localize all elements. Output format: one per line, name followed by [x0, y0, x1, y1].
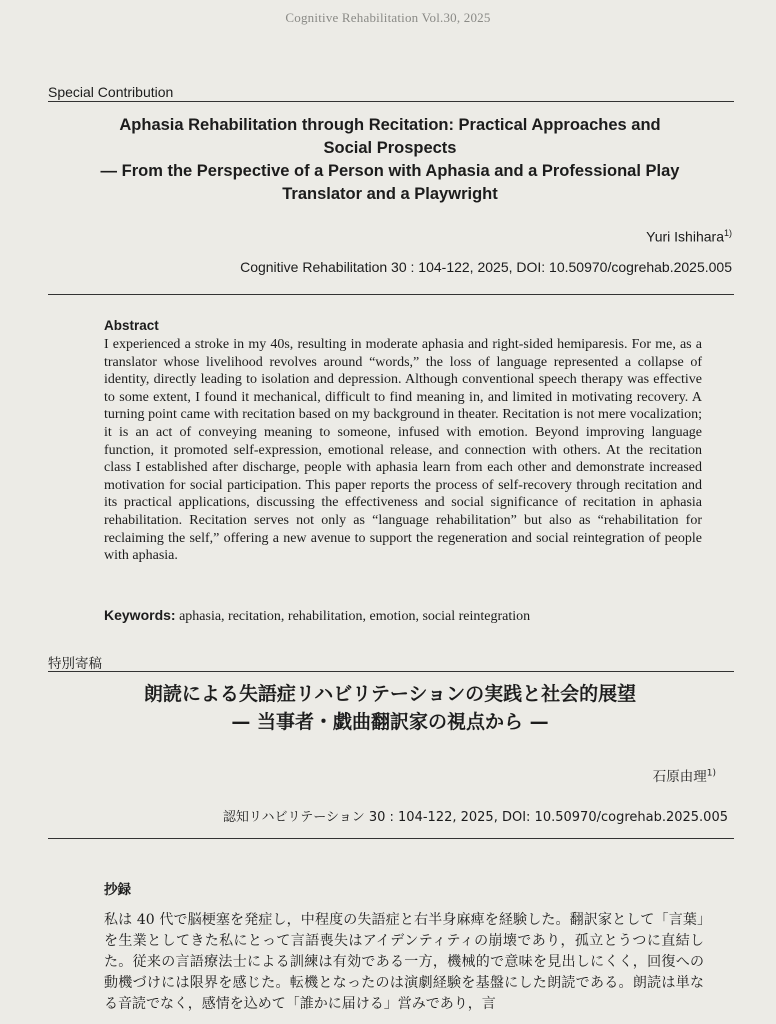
jp-article-title: [60, 680, 720, 736]
author-name-text: Yuri Ishihara: [646, 228, 724, 245]
header-divider: [48, 294, 734, 295]
abstract-heading: Abstract: [104, 318, 159, 333]
author-name: [646, 228, 732, 245]
keywords: [104, 607, 530, 625]
subtitle-line: — From the Perspective of a Person with Aphasia and a Professional Play: [100, 162, 680, 180]
title-line: Aphasia Rehabilitation through Recitation: Practical Approaches and: [119, 116, 661, 134]
subtitle-line: Translator and a Playwright: [282, 185, 498, 203]
jp-author-name: [653, 765, 716, 785]
jp-title-line: 朗読による失語症リハビリテーションの実践と社会的展望: [143, 683, 637, 705]
citation-line: Cognitive Rehabilitation 30 : 104-122, 2025, DOI: 10.50970/cogrehab.2025.005: [240, 259, 732, 275]
jp-abstract-text: 私は 40 代で脳梗塞を発症し，中程度の失語症と右半身麻痺を経験した。翻訳家として「言葉」を生業としてきた私にとって言語喪失はアイデンティティの崩壊であり，孤立とうつに直結した。従来の言語療法士による訓練は有効である一方，機械的で意味を見出しにくく，回復への動機づけには限界を感じた。転機となったのは演劇経験を基盤にした朗読である。朗読は単なる音読でなく，感情を込めて「誰かに届ける」営みであり，言: [104, 912, 704, 1012]
section-label: Special Contribution: [48, 84, 174, 100]
keywords-label: Keywords:: [104, 607, 176, 623]
jp-subtitle-line: — 当事者・戯曲翻訳家の視点から —: [231, 711, 549, 733]
title-line: Social Prospects: [323, 139, 457, 157]
jp-section-divider: [48, 671, 734, 672]
section-divider: [48, 101, 734, 102]
running-head: Cognitive Rehabilitation Vol.30, 2025: [285, 10, 491, 25]
article-title: [70, 114, 710, 206]
abstract-text: I experienced a stroke in my 40s, resulting in moderate aphasia and right-sided hemiparesis. For me, as a translator whose livelihood revolves around “words,” the loss of language represented a collapse of identity, directly leading to isolation and depression. Although conventional speech therapy was effective to some extent, I found it mechanical, difficult to find meaning in, and limited in motivating recovery. A turning point came with recitation based on my background in theater. Recitation is not mere vocalization; it is an act of conveying meaning to someone, infused with emotion. Beyond improving language function, it promoted self-expression, emotional release, and connection with others. At the recitation class I established after discharge, people with aphasia learn from each other and demonstrate increased motivation for social participation. This paper reports the process of self-recovery through recitation and its practical applications, discussing the effectiveness and social significance of recitation in aphasia rehabilitation. Recitation serves not only as “language rehabilitation” but also as “rehabilitation for reclaiming the self,” offering a new avenue to support the regeneration and social reintegration of people with aphasia.: [104, 337, 702, 564]
jp-abstract-heading: 抄録: [104, 882, 131, 898]
jp-section-label: 特別寄稿: [48, 656, 102, 672]
jp-author-name-text: 石原由理: [652, 769, 707, 785]
jp-author-affiliation-mark: 1): [706, 768, 716, 779]
author-affiliation-mark: 1): [723, 228, 732, 238]
keywords-text: aphasia, recitation, rehabilitation, emotion, social reintegration: [179, 609, 531, 624]
jp-header-divider: [48, 838, 734, 839]
jp-citation-line: 認知リハビリテーション 30 : 104-122, 2025, DOI: 10.50970/cogrehab.2025.005: [222, 810, 728, 825]
